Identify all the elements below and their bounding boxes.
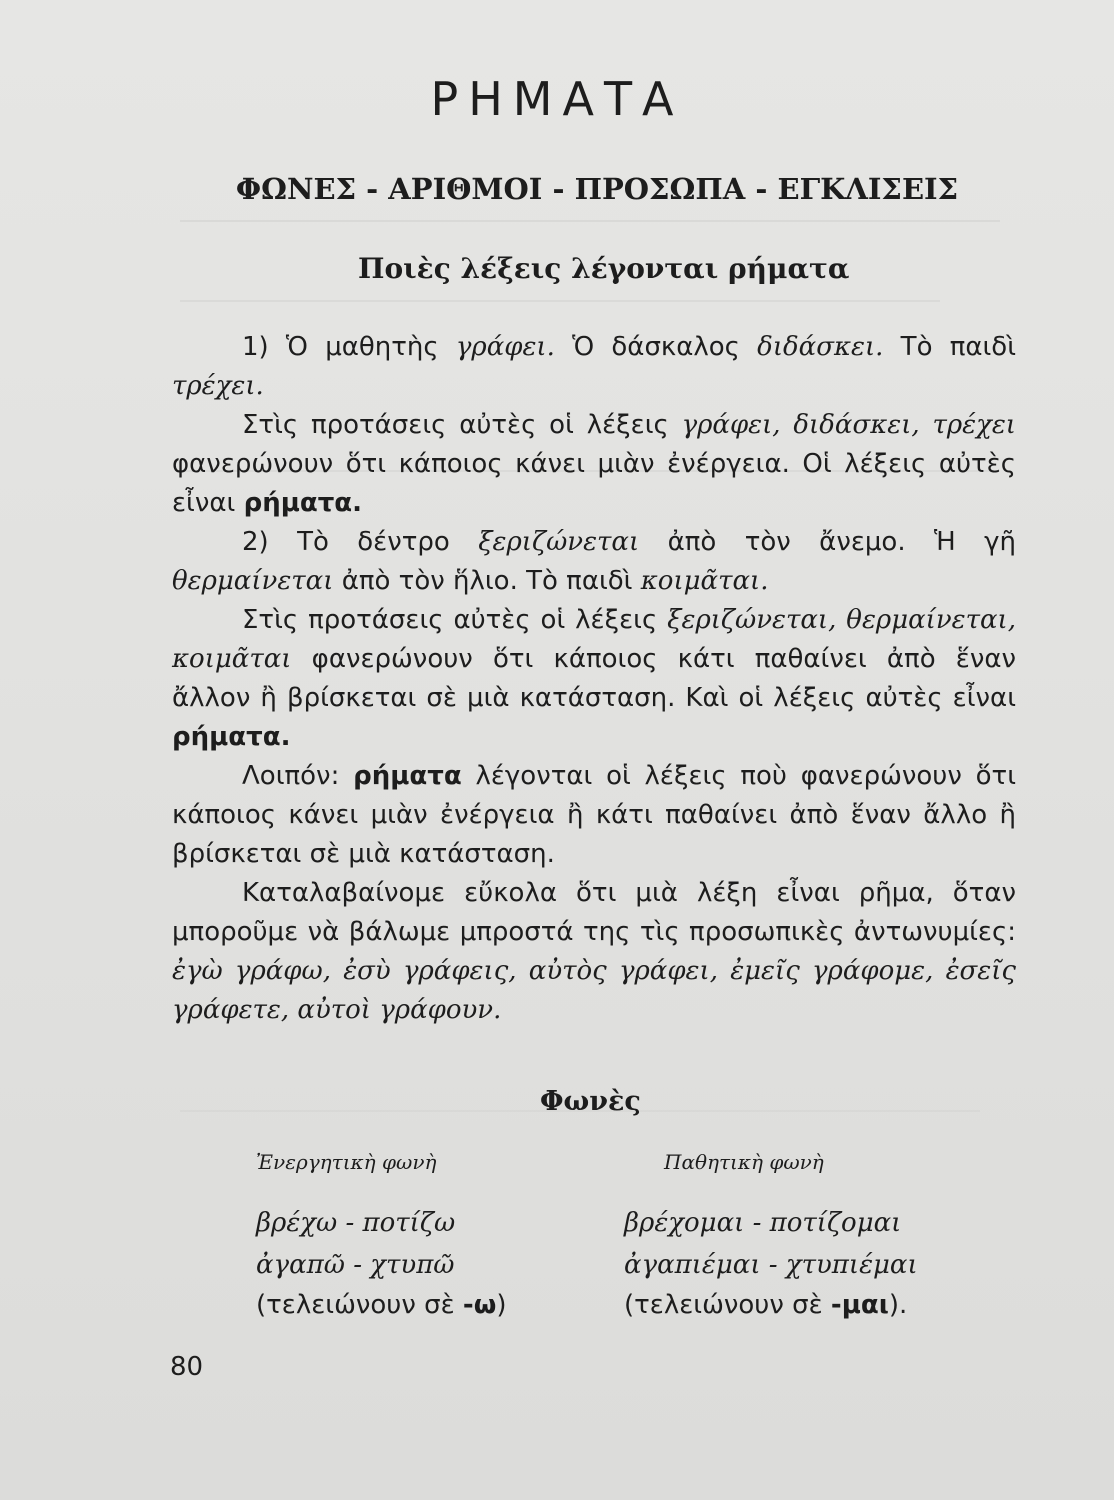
paragraph-1 [172,328,1016,406]
italic-verb: τρέχει. [172,371,264,401]
active-example-1: βρέχω - ποτίζω [256,1208,456,1238]
show-through-texture [180,220,1000,224]
text-run: (τελειώνουν σὲ [624,1290,831,1320]
text-run: ἀπὸ τὸν ἄνεμο. Ἡ γῆ [639,527,1016,557]
paragraph-2 [172,406,1016,523]
text-run: Στὶς προτάσεις αὐτὲς οἱ λέξεις [242,605,668,635]
text-run: Λοιπόν: [242,761,354,791]
text-run: ἀπὸ τὸν ἥλιο. Τὸ παιδὶ [333,566,641,596]
italic-verbs: γράφει, διδάσκει, τρέχει [681,410,1016,440]
italic-verb: διδάσκει. [757,332,884,362]
active-example-2: ἀγαπῶ - χτυπῶ [256,1250,455,1280]
chapter-title: ΡΗΜΑΤΑ [430,72,684,126]
passive-ending-note [624,1290,907,1320]
passive-example-1: βρέχομαι - ποτίζομαι [624,1208,902,1238]
active-voice-label: Ἐνεργητικὴ φωνὴ [256,1150,437,1174]
text-run: ). [888,1290,908,1320]
text-run: Ὁ δάσκαλος [554,332,758,362]
italic-pronoun-examples: ἐγὼ γράφω, ἐσὺ γράφεις, αὐτὸς γράφει, ἐμεῖς γράφομε, ἐσεῖς γράφετε, αὐτοὶ γράφουν. [172,956,1016,1025]
page-number: 80 [170,1352,204,1382]
passive-voice-label: Παθητικὴ φωνὴ [664,1150,824,1174]
section-heading: Ποιὲς λέξεις λέγονται ρήματα [358,252,850,285]
text-run: λέγονται οἱ λέξεις ποὺ φανερώνουν ὅτι κάποιος κάνει μιὰν ἐνέργεια ἢ κάτι παθαίνει ἀπὸ ἕναν ἄλλο ἢ βρίσκεται σὲ μιὰ κατάσταση. [172,761,1016,869]
active-ending: -ω [462,1290,497,1320]
text-run: ) [496,1290,507,1320]
passive-ending: -μαι [830,1290,889,1320]
paragraph-6 [172,874,1016,1030]
text-run: Τὸ παιδὶ [883,332,1016,362]
italic-verb: ξεριζώνεται [478,527,640,557]
text-run: φανερώνουν ὅτι κάποιος κάνει μιὰν ἐνέργεια. Οἱ λέξεις αὐτὲς εἶναι [172,449,1016,518]
main-text [172,328,1016,1030]
passive-example-2: ἀγαπιέμαι - χτυπιέμαι [624,1250,918,1280]
text-run: (τελειώνουν σὲ [256,1290,463,1320]
text-run: φανερώνουν ὅτι κάποιος κάτι παθαίνει ἀπὸ ἕναν ἄλλον ἢ βρίσκεται σὲ μιὰ κατάσταση. Καὶ οἱ λέξεις αὐτὲς εἶναι [172,644,1016,713]
bold-term: ρήματα [353,761,462,791]
show-through-texture [180,300,940,304]
text-run: 1) Ὁ μαθητὴς [242,332,456,362]
italic-verb: θερμαίνεται [172,566,334,596]
bold-term: ρήματα. [172,722,291,752]
text-run: 2) Τὸ δέντρο [242,527,479,557]
voices-heading: Φωνὲς [540,1086,641,1117]
paragraph-5 [172,757,1016,874]
paragraph-3 [172,523,1016,601]
text-run: Στὶς προτάσεις αὐτὲς οἱ λέξεις [242,410,682,440]
italic-verb: γράφει. [455,332,555,362]
section-title: ΦΩΝΕΣ - ΑΡΙΘΜΟΙ - ΠΡΟΣΩΠΑ - ΕΓΚΛΙΣΕΙΣ [235,172,959,206]
active-ending-note [256,1290,506,1320]
italic-verbs: ξεριζώνεται, θερμαίνεται, κοιμᾶται [172,605,1017,674]
paragraph-4 [172,601,1016,757]
text-run: Καταλαβαίνομε εὔκολα ὅτι μιὰ λέξη εἶναι ρῆμα, ὅταν μποροῦμε νὰ βάλωμε μπροστά της τὶς προσωπικὲς ἀντωνυμίες: [172,878,1016,947]
italic-verb: κοιμᾶται. [640,566,769,596]
bold-term: ρήματα. [243,488,363,518]
